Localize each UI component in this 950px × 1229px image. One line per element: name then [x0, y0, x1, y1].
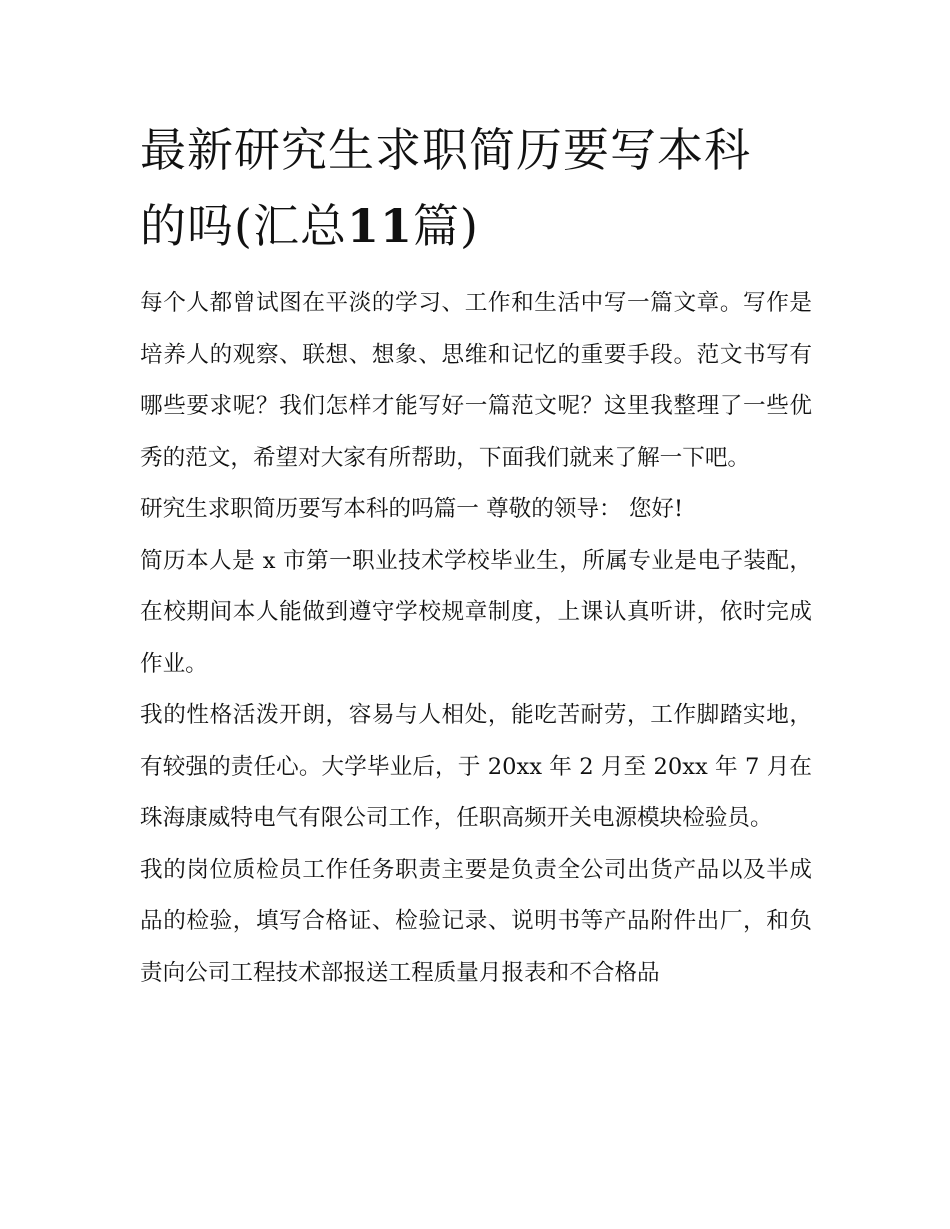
- document-title: [140, 112, 812, 264]
- document-body: [140, 112, 812, 999]
- title-count: 11: [346, 199, 413, 253]
- title-line-1: 最新研究生求职简历要写本科: [140, 123, 751, 177]
- body-paragraph: 我的性格活泼开朗，容易与人相处，能吃苦耐劳，工作脚踏实地，有较强的责任心。大学毕业后，于 20xx 年 2 月至 20xx 年 7 月在珠海康威特电气有限公司工作，任职高频开关电源模块检验员。: [140, 702, 812, 831]
- section-heading-paragraph: 研究生求职简历要写本科的吗篇一 尊敬的领导： 您好!: [140, 496, 684, 522]
- title-line-2: 的吗(汇总: [140, 199, 347, 253]
- intro-paragraph: 每个人都曾试图在平淡的学习、工作和生活中写一篇文章。写作是培养人的观察、联想、想象、思维和记忆的重要手段。范文书写有哪些要求呢？我们怎样才能写好一篇范文呢？这里我整理了一些优秀的范文，希望对大家有所帮助，下面我们就来了解一下吧。: [140, 290, 812, 471]
- body-paragraph: 简历本人是 x 市第一职业技术学校毕业生，所属专业是电子装配，在校期间本人能做到遵守学校规章制度，上课认真听讲，依时完成作业。: [140, 547, 812, 677]
- body-paragraph: 我的岗位质检员工作任务职责主要是负责全公司出货产品以及半成品的检验，填写合格证、检验记录、说明书等产品附件出厂，和负责向公司工程技术部报送工程质量月报表和不合格品: [140, 856, 812, 986]
- title-suffix: 篇): [412, 199, 479, 253]
